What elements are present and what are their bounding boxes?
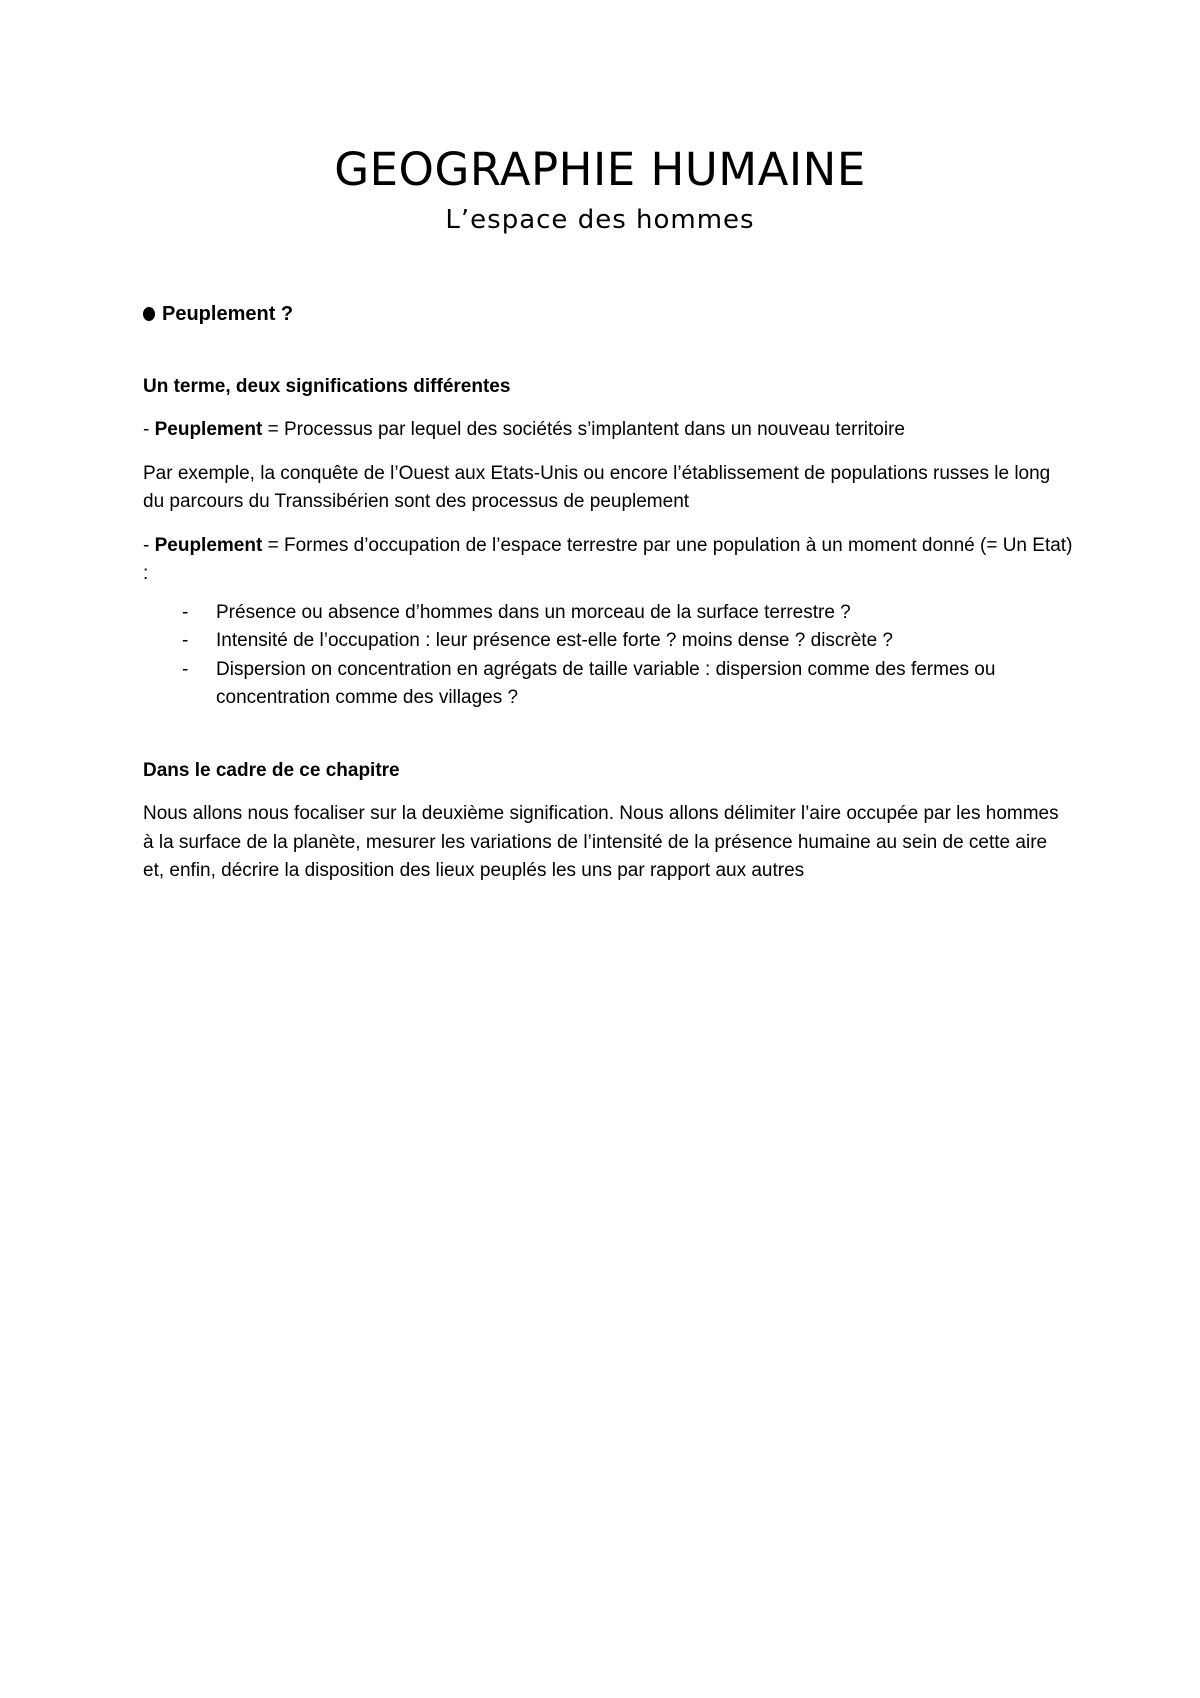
list-dash: - xyxy=(182,601,189,623)
definition-2-text: = Formes d’occupation de l’espace terrestre par une population à un moment donné (= Un Etat) : xyxy=(143,534,1073,584)
part2-heading: Dans le cadre de ce chapitre xyxy=(143,759,400,781)
definition-1-text: = Processus par lequel des sociétés s’implantent dans un nouveau territoire xyxy=(262,419,905,440)
list-item xyxy=(143,656,1073,713)
definition-2-dash: - xyxy=(143,534,155,556)
list-item-text: Intensité de l’occupation : leur présence est-elle forte ? moins dense ? discrète ? xyxy=(216,630,893,651)
list-item-text: Présence ou absence d’hommes dans un morceau de la surface terrestre ? xyxy=(216,601,851,623)
list-item xyxy=(143,599,1073,628)
document-body xyxy=(143,300,1073,901)
list-dash: - xyxy=(182,630,189,651)
document-subtitle: L’espace des hommes xyxy=(445,205,755,235)
definition-2-list xyxy=(143,599,1073,713)
example-paragraph: Par exemple, la conquête de l’Ouest aux Etats-Unis ou encore l’établissement de populations russes le long du parcours du Transsibérien sont des processus de peuplement xyxy=(143,462,1051,512)
list-item-text: Dispersion on concentration en agrégats de taille variable : dispersion comme des fermes ou concentration comme des villages ? xyxy=(216,658,996,708)
bullet-icon xyxy=(143,307,155,321)
list-dash: - xyxy=(182,658,189,680)
part2-paragraph: Nous allons nous focaliser sur la deuxième signification. Nous allons délimiter l’aire occupée par les hommes à la surface de la planète, mesurer les variations de l’intensité de la présence humaine au sein de cette aire et, enfin, décrire la disposition des lieux peuplés les uns par rapport aux autres xyxy=(143,803,1059,881)
definition-1-term: Peuplement xyxy=(154,419,263,440)
definition-2 xyxy=(143,532,1073,589)
list-item xyxy=(143,627,1073,656)
part1-heading: Un terme, deux significations différentes xyxy=(143,375,511,397)
definition-1-dash: - xyxy=(143,419,155,440)
definition-1 xyxy=(143,416,1073,445)
document-title: GEOGRAPHIE HUMAINE xyxy=(334,143,866,196)
definition-2-term: Peuplement xyxy=(154,534,263,556)
section-heading-text: Peuplement ? xyxy=(162,303,294,325)
section-heading xyxy=(143,300,1073,329)
